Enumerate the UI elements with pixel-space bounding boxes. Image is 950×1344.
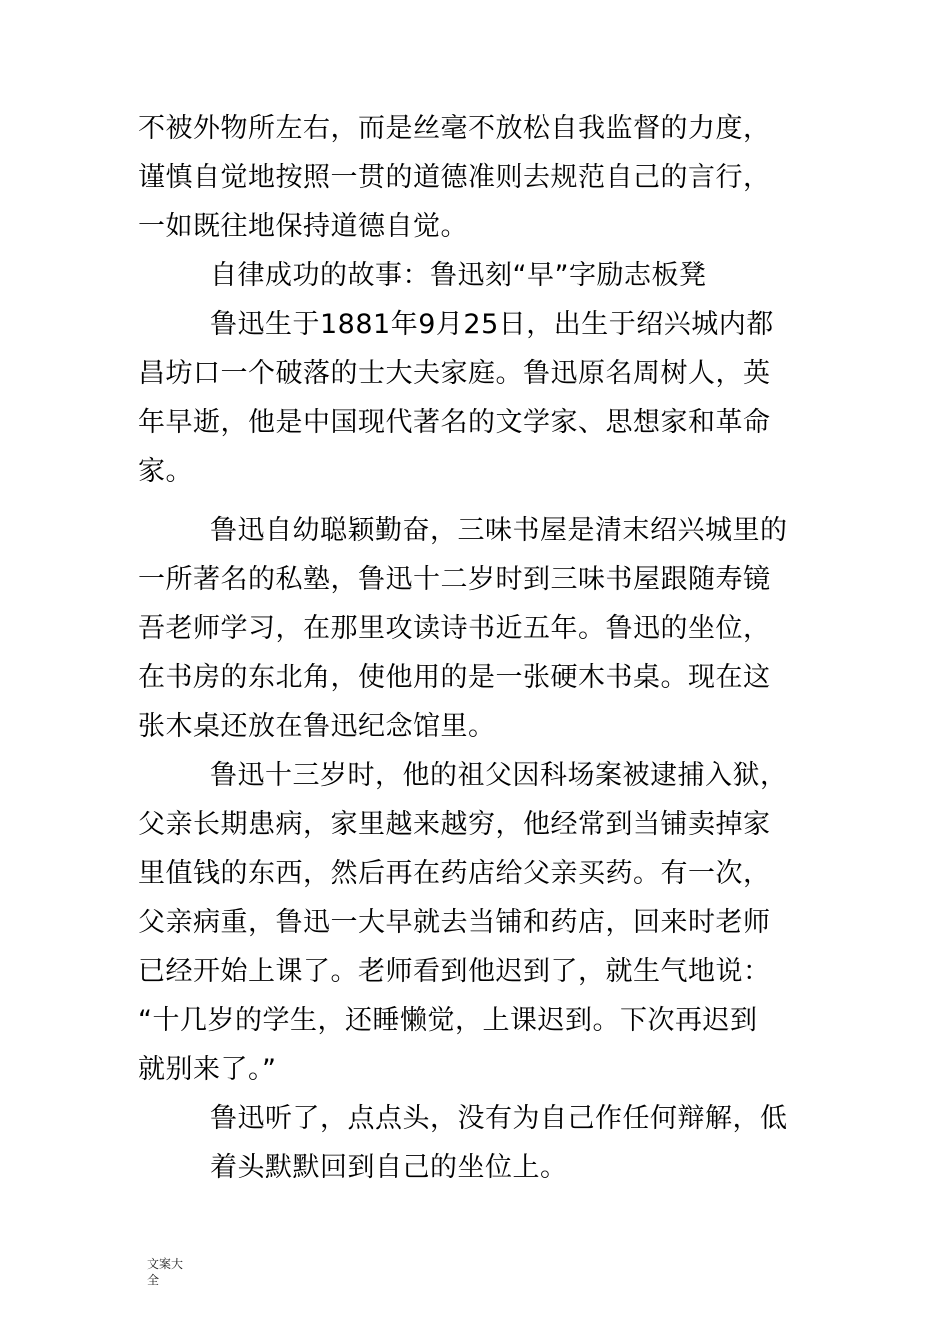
text-line: 着头默默回到自己的坐位上。 (210, 1152, 568, 1183)
text-line: 鲁迅生于1881年9月25日，出生于绍兴城内都 (210, 309, 774, 340)
text-line: 已经开始上课了。老师看到他迟到了，就生气地说： (138, 956, 771, 987)
footer-line-2: 全 (147, 1273, 160, 1287)
text-line: 一所著名的私塾，鲁迅十二岁时到三味书屋跟随寿镜 (138, 564, 771, 595)
text-line: 鲁迅听了，点点头，没有为自己作任何辩解，低 (210, 1103, 788, 1134)
text-line: 就别来了。” (138, 1054, 277, 1085)
text-line: 父亲病重，鲁迅一大早就去当铺和药店，回来时老师 (138, 907, 771, 938)
document-body (138, 104, 818, 1192)
text-line: “十几岁的学生，还睡懒觉，上课迟到。下次再迟到 (138, 1005, 758, 1036)
text-line: 一如既往地保持道德自觉。 (138, 211, 468, 242)
text-line: 父亲长期患病，家里越来越穷，他经常到当铺卖掉家 (138, 809, 771, 840)
text-line: 吾老师学习，在那里攻读诗书近五年。鲁迅的坐位， (138, 613, 771, 644)
text-line: 不被外物所左右，而是丝毫不放松自我监督的力度， (138, 113, 771, 144)
text-line: 在书房的东北角，使他用的是一张硬木书桌。现在这 (138, 662, 771, 693)
page-footer (147, 1256, 207, 1288)
text-line: 张木桌还放在鲁迅纪念馆里。 (138, 711, 496, 742)
footer-line-1: 文案大 (147, 1257, 184, 1271)
text-line: 里值钱的东西，然后再在药店给父亲买药。有一次， (138, 858, 771, 889)
text-line: 年早逝，他是中国现代著名的文学家、思想家和革命 (138, 407, 771, 438)
text-line: 鲁迅十三岁时，他的祖父因科场案被逮捕入狱， (210, 760, 788, 791)
text-line: 昌坊口一个破落的士大夫家庭。鲁迅原名周树人，英 (138, 358, 771, 389)
text-line: 鲁迅自幼聪颖勤奋，三味书屋是清末绍兴城里的 (210, 515, 788, 546)
text-line: 家。 (138, 456, 193, 487)
text-line: 谨慎自觉地按照一贯的道德准则去规范自己的言行， (138, 162, 771, 193)
text-line: 自律成功的故事：鲁迅刻“早”字励志板凳 (210, 260, 707, 291)
